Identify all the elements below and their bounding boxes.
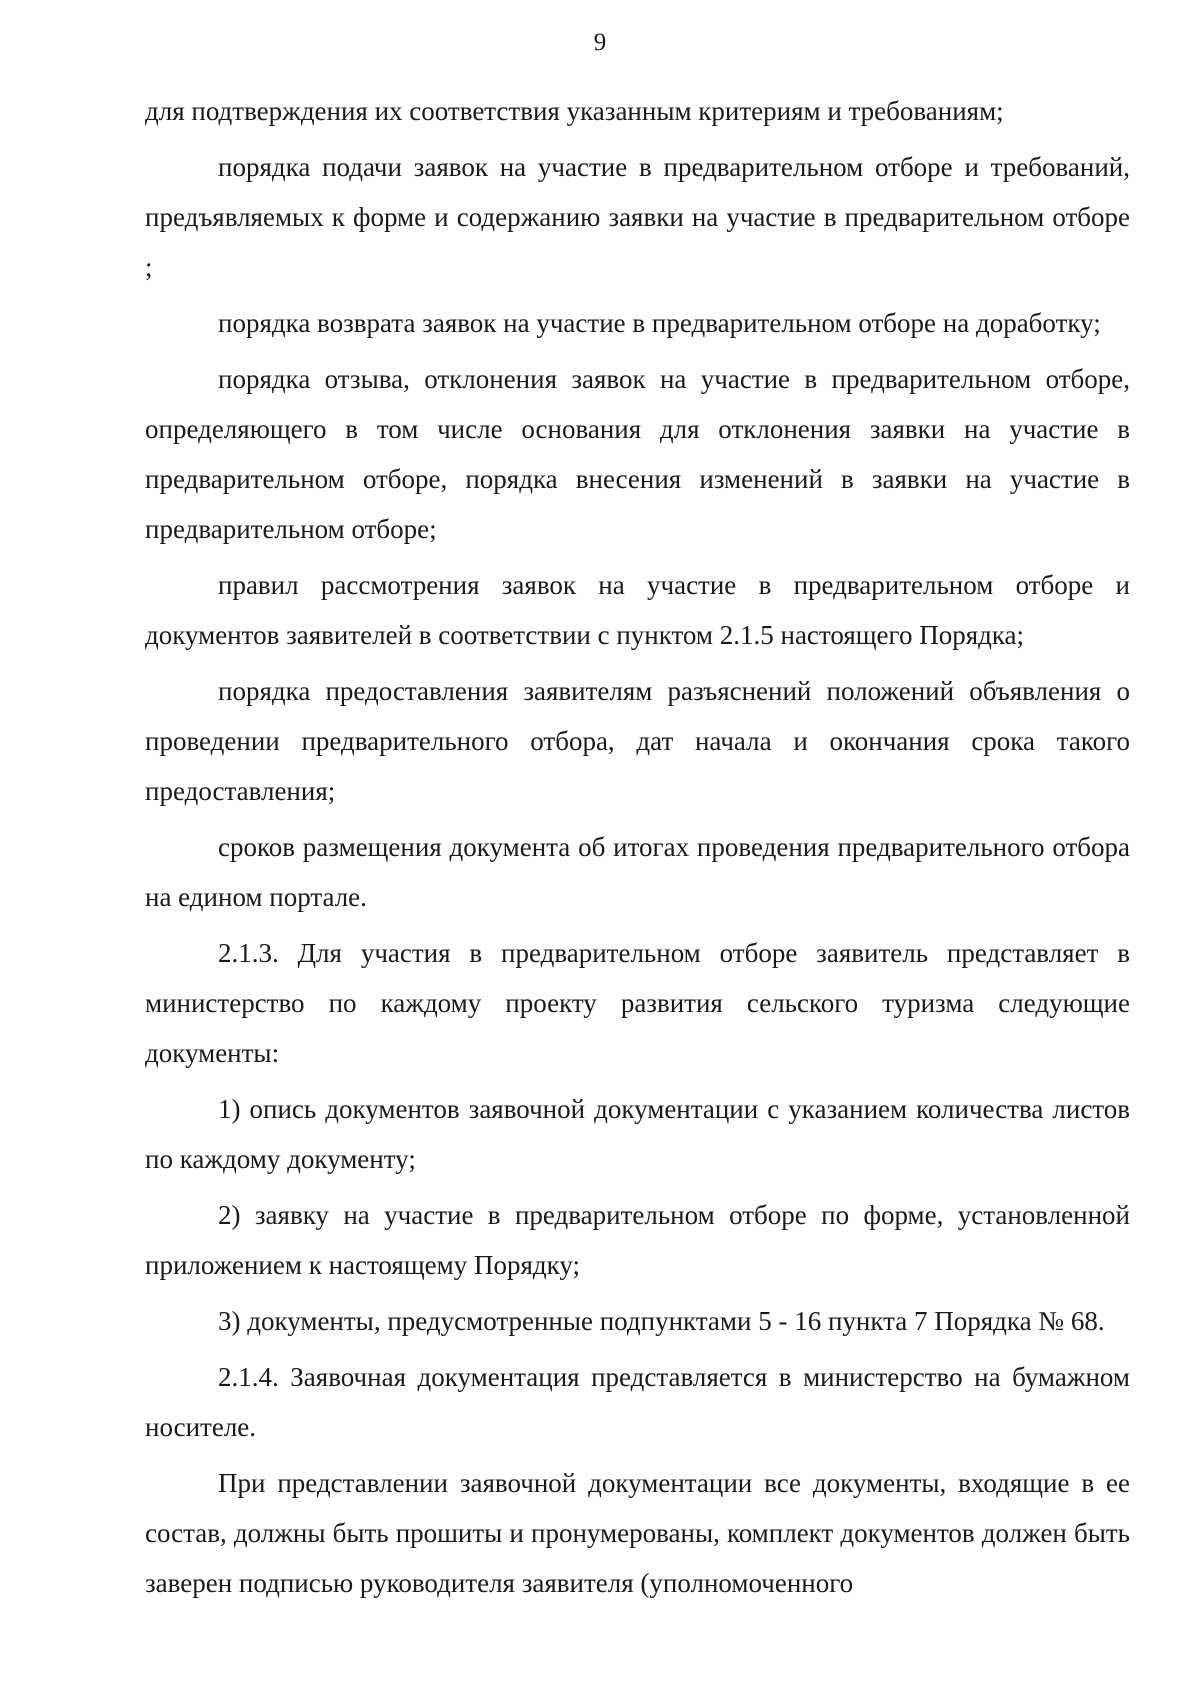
list-item-2: 2) заявку на участие в предварительном отборе по форме, установленной приложением к настоящему Порядку; bbox=[145, 1200, 1130, 1280]
list-item-3: 3) документы, предусмотренные подпунктами 5 - 16 пункта 7 Порядка № 68. bbox=[218, 1306, 1105, 1336]
document-body bbox=[145, 86, 1130, 1608]
paragraph-submission-requirements: При представлении заявочной документации все документы, входящие в ее состав, должны быть прошиты и пронумерованы, комплект документов должен быть заверен подписью руководителя заявителя (уполномоченного bbox=[145, 1468, 1130, 1598]
paragraph-withdrawal-procedure: порядка отзыва, отклонения заявок на участие в предварительном отборе, определяющего в том числе основания для отклонения заявки на участие в предварительном отборе, порядка внесения изменений в заявки на участие в предварительном отборе; bbox=[145, 364, 1130, 544]
list-item-1: 1) опись документов заявочной документации с указанием количества листов по каждому документу; bbox=[145, 1094, 1130, 1174]
paragraph-review-rules: правил рассмотрения заявок на участие в предварительном отборе и документов заявителей в соответствии с пунктом 2.1.5 настоящего Порядка; bbox=[145, 570, 1130, 650]
paragraph-criteria-confirmation: для подтверждения их соответствия указанным критериям и требованиям; bbox=[145, 96, 1004, 126]
paragraph-results-deadline: сроков размещения документа об итогах проведения предварительного отбора на едином портале. bbox=[145, 832, 1130, 912]
paragraph-return-procedure: порядка возврата заявок на участие в предварительном отборе на доработку; bbox=[218, 308, 1101, 338]
paragraph-application-procedure: порядка подачи заявок на участие в предварительном отборе и требований, предъявляемых к форме и содержанию заявки на участие в предварительном отборе ; bbox=[145, 152, 1130, 282]
paragraph-section-2-1-3: 2.1.3. Для участия в предварительном отборе заявитель представляет в министерство по каждому проекту развития сельского туризма следующие документы: bbox=[145, 938, 1130, 1068]
page-number: 9 bbox=[593, 29, 607, 56]
paragraph-clarifications: порядка предоставления заявителям разъяснений положений объявления о проведении предварительного отбора, дат начала и окончания срока такого предоставления; bbox=[145, 676, 1130, 806]
paragraph-section-2-1-4: 2.1.4. Заявочная документация представляется в министерство на бумажном носителе. bbox=[145, 1362, 1130, 1442]
